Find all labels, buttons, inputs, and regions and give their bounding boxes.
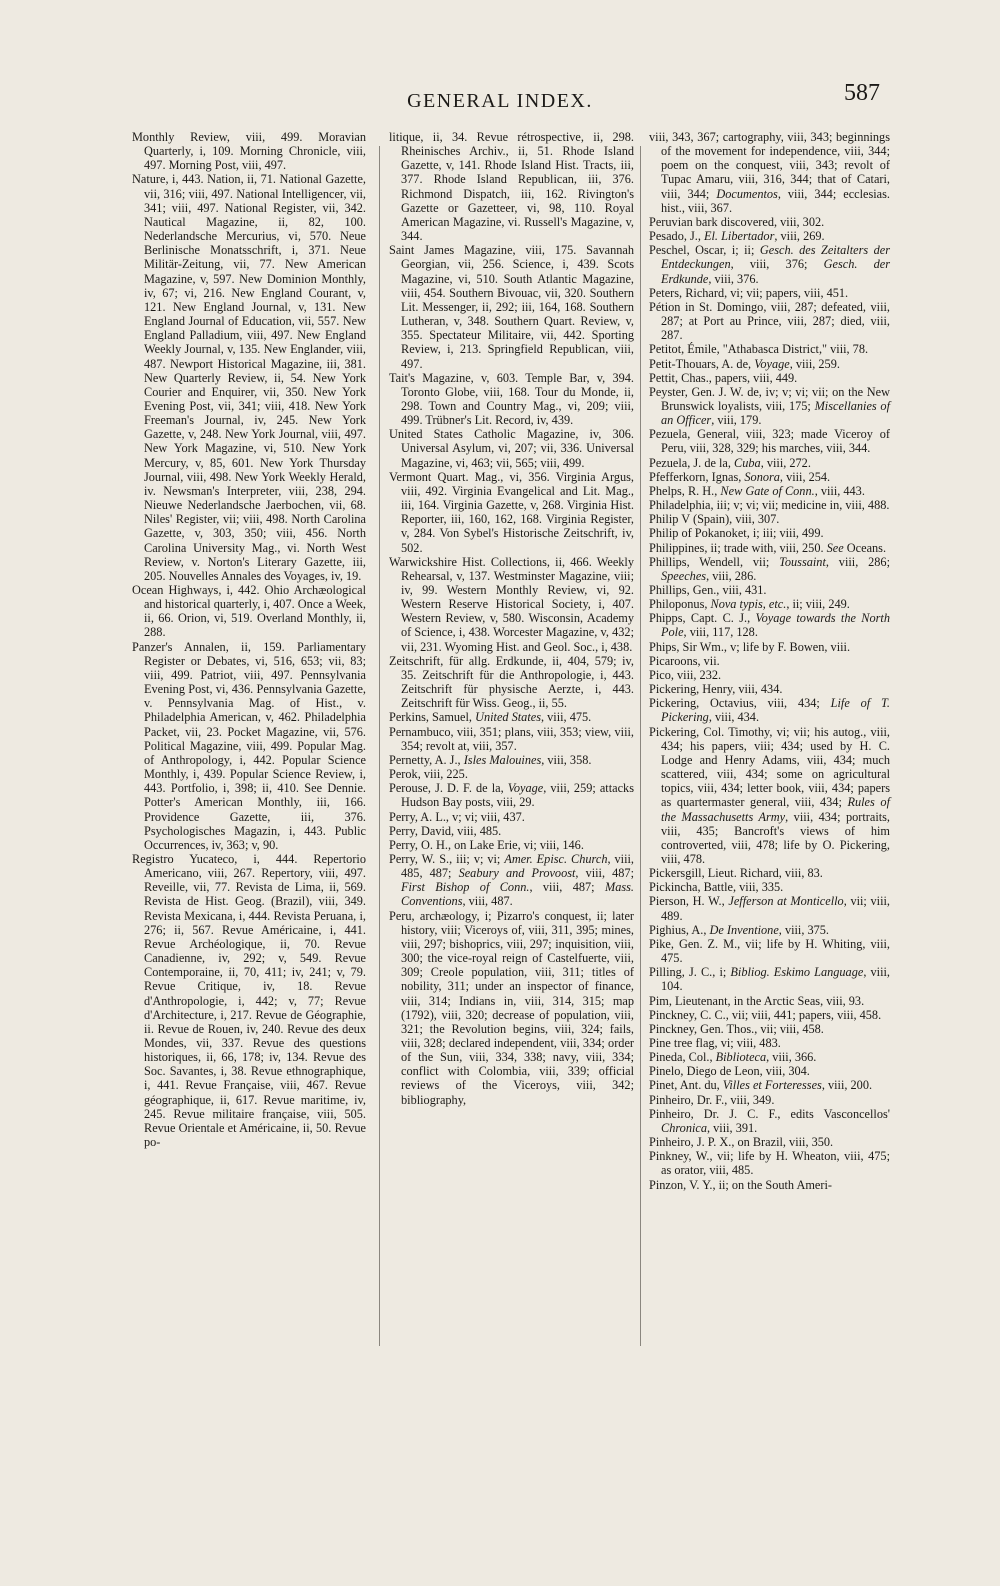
column-divider xyxy=(640,146,641,1346)
index-entry: Monthly Review, viii, 499. Moravian Quarterly, i, 109. Morning Chronicle, viii, 497. Morning Post, viii, 497. xyxy=(132,130,366,173)
index-entry: Pickering, Octavius, viii, 434; Life of T. Pickering, viii, 434. xyxy=(649,696,890,725)
index-entry: Pétion in St. Domingo, viii, 287; defeated, viii, 287; at Port au Prince, viii, 287; died, viii, 287. xyxy=(649,299,890,343)
index-entry: Pesado, J., El. Libertador, viii, 269. xyxy=(649,229,825,244)
index-entry: Pineda, Col., Biblioteca, viii, 366. xyxy=(649,1050,817,1065)
index-entry: litique, ii, 34. Revue rétrospective, ii, 298. Rheinisches Archiv., ii, 51. Rhode Island Gazette, v, 141. Rhode Island Hist. Tracts, iii, 377. Rhode Island Republican, iii, 376. Richmond Dispatch, iii, 162. Rivington's Gazette or Gazetteer, vi, 98, 110. Royal American Magazine, vi. Russell's Magazine, v, 344. xyxy=(389,130,634,244)
index-entry: Pinheiro, J. P. X., on Brazil, viii, 350. xyxy=(649,1135,834,1150)
index-entry: Pinelo, Diego de Leon, viii, 304. xyxy=(649,1064,810,1079)
index-entry: Pinckney, C. C., vii; viii, 441; papers, viii, 458. xyxy=(649,1007,882,1022)
index-entry: Pettit, Chas., papers, viii, 449. xyxy=(649,370,798,385)
index-entry: Zeitschrift, für allg. Erdkunde, ii, 404, 579; iv, 35. Zeitschrift für die Anthropologie, i, 443. Zeitschrift für physische Aerzte, i, 443. Zeitschrift für Wiss. Geog., ii, 55. xyxy=(389,653,634,711)
index-entry: Pine tree flag, vi; viii, 483. xyxy=(649,1036,781,1050)
index-entry: Perry, A. L., v; vi; viii, 437. xyxy=(389,809,525,824)
index-entry: Pike, Gen. Z. M., vii; life by H. Whiting, viii, 475. xyxy=(649,936,890,966)
index-entry: Pickersgill, Lieut. Richard, viii, 83. xyxy=(649,866,823,881)
index-entry: Pinzon, V. Y., ii; on the South Ameri- xyxy=(649,1177,832,1192)
index-entry: Pezuela, J. de la, Cuba, viii, 272. xyxy=(649,455,811,470)
index-entry: Pierson, H. W., Jefferson at Monticello, vii; viii, 489. xyxy=(649,894,891,923)
index-entry: Perouse, J. D. F. de la, Voyage, viii, 259; attacks Hudson Bay posts, viii, 29. xyxy=(389,781,634,810)
index-entry: Picaroons, vii. xyxy=(649,653,720,668)
index-entry: Pickincha, Battle, viii, 335. xyxy=(649,880,784,895)
index-entry: Phillips, Wendell, vii; Toussaint, viii, 286; Speeches, viii, 286. xyxy=(649,554,890,583)
index-entry: viii, 343, 367; cartography, viii, 343; beginnings of the movement for independence, viii, 344; poem on the conquest, viii, 343; revolt of Tupac Amaru, viii, 316, 344; that of Catari, viii, 344; Documentos, viii, 344; ecclesias. hist., viii, 367. xyxy=(649,130,891,215)
index-entry: Pinkney, W., vii; life by H. Wheaton, viii, 475; as orator, viii, 485. xyxy=(649,1149,890,1178)
index-entry: Warwickshire Hist. Collections, ii, 466. Weekly Rehearsal, v, 137. Westminster Magazine, viii; iv, 99. Western Monthly Review, vi, 92. Western Reserve Historical Society, i, 407. Western Review, v, 580. Wisconsin, Academy of Science, i, 438. Worcester Magazine, v, 432; vii, 231. Wyoming Hist. and Geol. Soc., i, 438. xyxy=(389,554,634,654)
running-head-title: GENERAL INDEX. xyxy=(407,90,593,112)
index-entry: Philoponus, Nova typis, etc., ii; viii, 249. xyxy=(649,597,850,612)
index-entry: United States Catholic Magazine, iv, 306. Universal Asylum, vi, 207; vii, 336. Universal Magazine, vi, 463; vii, 565; viii, 499. xyxy=(389,427,634,470)
index-entry: Petitot, Émile, "Athabasca District," viii, 78. xyxy=(649,342,869,357)
index-entry: Perkins, Samuel, United States, viii, 475. xyxy=(389,710,592,725)
index-entry: Pico, viii, 232. xyxy=(649,667,722,682)
index-entry: Panzer's Annalen, ii, 159. Parliamentary Register or Debates, vi, 516, 653; vii, 83; viii, 499. Patriot, viii, 497. Pennsylvania Evening Post, vi, 436. Pennsylvania Gazette, v. Pennsylvania Mag. of Hist., v. Philadelphia American, v, 462. Philadelphia Packet, vii, 23. Pocket Magazine, vii, 576. Political Magazine, viii, 499. Popular Mag. of Anthropology, i, 442. Popular Science Monthly, i, 439. Popular Science Review, i, 443. Portfolio, i, 398; ii, 410. See Dennie. Potter's American Monthly, iii, 166. Providence Gazette, iii, 376. Psychologisches Magazin, i, 443. Public Occurrences, iv, 363; v, 90. xyxy=(132,639,366,852)
index-entry: Pinckney, Gen. Thos., vii; viii, 458. xyxy=(649,1021,824,1036)
index-entry: Pernambuco, viii, 351; plans, viii, 353; view, viii, 354; revolt at, viii, 357. xyxy=(389,724,634,753)
index-entry: Pickering, Col. Timothy, vi; vii; his autog., viii, 434; his papers, viii; 434; used by H. C. Lodge and Henry Adams, viii, 434; much scattered, viii, 434; some on agricultural topics, viii, 434; letter book, viii, 434; papers as quartermaster general, viii, 434; Rules of the Massachusetts Army, viii, 434; portraits, viii, 435; Bancroft's views of him controverted, viii, 478; life by O. Pickering, viii, 478. xyxy=(649,724,891,866)
index-entry: Phipps, Capt. C. J., Voyage towards the North Pole, viii, 117, 128. xyxy=(649,611,890,640)
index-entry: Phelps, R. H., New Gate of Conn., viii, 443. xyxy=(649,483,865,498)
index-column-2 xyxy=(389,130,634,1107)
index-entry: Tait's Magazine, v, 603. Temple Bar, v, 394. Toronto Globe, viii, 168. Tour du Monde, ii, 298. Town and Country Mag., vi, 209; viii, 499. Trübner's Lit. Record, iv, 439. xyxy=(389,370,634,428)
index-entry: Pfefferkorn, Ignas, Sonora, viii, 254. xyxy=(649,469,831,484)
index-entry: Vermont Quart. Mag., vi, 356. Virginia Argus, viii, 492. Virginia Evangelical and Lit. Mag., iii, 164. Virginia Gazette, v, 268. Virginia Hist. Reporter, iii, 160, 162, 168. Virginia Register, v, 284. Von Sybel's Historische Zeitschrift, iv, 502. xyxy=(389,469,634,555)
index-entry: Nature, i, 443. Nation, ii, 71. National Gazette, vii, 316; viii, 497. National Intelligencer, vii, 341; viii, 497. National Register, vii, 342. Nautical Magazine, ii, 82, 100. Nederlandsche Mercurius, vi, 570. Neue Berlinische Monatsschrift, i, 371. Neue Militär-Zeitung, vii, 77. New American Magazine, v, 597. New Dominion Monthly, iv, 67; vi, 216. New England Courant, v, 121. New England Journal, v, 131. New England Journal of Education, vii, 557. New England Palladium, viii, 497. New England Weekly Journal, v, 135. New Englander, viii, 487. Newport Historical Magazine, iii, 381. New Quarterly Review, ii, 54. New York Courier and Enquirer, vii, 350. New York Evening Post, vii, 341; viii, 418. New York Freeman's Journal, iv, 245. New York Gazette, v, 248. New York Journal, viii, 497. New York Magazine, vi, 510. New York Mercury, v, 85, 601. New York Thursday Journal, viii, 498. New York Weekly Herald, iv. Newsman's Interpreter, viii, 238, 294. Nieuwe Nederlandsche Jaerbochen, vii, 68. Niles' Register, vii; viii, 498. North Carolina Gazette, v, 303, 350; viii, 456. North Carolina University Mag., vi. North West Review, v. Norton's Literary Gazette, iii, 205. Nouvelles Annales des Voyages, iv, 19. xyxy=(132,172,366,583)
index-entry: Peschel, Oscar, i; ii; Gesch. des Zeitalters der Entdeckungen, viii, 376; Gesch. der Erdkunde, viii, 376. xyxy=(649,243,890,286)
index-entry: Pezuela, General, viii, 323; made Viceroy of Peru, viii, 328, 329; his marches, viii, 344. xyxy=(649,427,890,456)
index-entry: Peyster, Gen. J. W. de, iv; v; vi; vii; on the New Brunswick loyalists, viii, 175; Miscellanies of an Officer, viii, 179. xyxy=(649,384,890,428)
index-column-1 xyxy=(132,130,366,1149)
index-entry: Pinheiro, Dr. J. C. F., edits Vasconcellos' Chronica, viii, 391. xyxy=(649,1106,890,1135)
index-entry: Petit-Thouars, A. de, Voyage, viii, 259. xyxy=(649,356,840,371)
index-entry: Perry, David, viii, 485. xyxy=(389,823,502,838)
index-entry: Philadelphia, iii; v; vi; vii; medicine in, viii, 488. xyxy=(649,498,890,513)
index-entry: Pickering, Henry, viii, 434. xyxy=(649,682,783,697)
index-column-3 xyxy=(649,130,890,1192)
index-entry: Phillips, Gen., viii, 431. xyxy=(649,583,767,597)
index-entry: Pilling, J. C., i; Bibliog. Eskimo Language, viii, 104. xyxy=(649,965,890,994)
index-entry: Registro Yucateco, i, 444. Repertorio Americano, viii, 267. Repertory, viii, 497. Reveille, vii, 77. Revista de Lima, ii, 569. Revista de Hist. Geog. (Brazil), viii, 349. Revista Mexicana, i, 444. Revista Peruana, i, 276; ii, 567. Revue Américaine, i, 441. Revue Archéologique, ii, 70. Revue Canadienne, iv, 292; v, 549. Revue Contemporaine, ii, 70, 411; iv, 241; v, 79. Revue Critique, iv, 18. Revue d'Anthropologie, i, 442; v, 77; Revue d'Architecture, i, 217. Revue de Géographie, ii. Revue de Rouen, iv, 240. Revue des deux Mondes, vii, 337. Revue des questions historiques, ii, 66, 178; iv, 134. Revue des Soc. Savantes, i, 38. Revue ethnographique, i, 441. Revue Française, viii, 467. Revue géographique, ii, 617. Revue maritime, iv, 245. Revue militaire française, viii, 505. Revue Orientale et Américaine, ii, 50. Revue po- xyxy=(132,851,366,1150)
index-entry: Philip of Pokanoket, i; iii; viii, 499. xyxy=(649,526,824,541)
index-entry: Saint James Magazine, viii, 175. Savannah Georgian, vii, 256. Science, i, 439. Scots Magazine, vi, 510. South Atlantic Magazine, viii, 454. Southern Bivouac, vii, 320. Southern Lit. Messenger, ii, 292; iii, 164, 168. Southern Lutheran, v, 348. Southern Quart. Review, v, 355. Spectateur Militaire, vii, 442. Sporting Review, i, 213. Springfield Republican, viii, 497. xyxy=(389,243,634,371)
page-number: 587 xyxy=(844,80,880,106)
index-entry: Pinheiro, Dr. F., viii, 349. xyxy=(649,1092,775,1107)
index-entry: Philip V (Spain), viii, 307. xyxy=(649,512,780,527)
index-entry: Peters, Richard, vi; vii; papers, viii, 451. xyxy=(649,285,849,300)
index-entry: Ocean Highways, i, 442. Ohio Archæological and historical quarterly, i, 407. Once a Week, ii, 66. Orion, vi, 519. Overland Monthly, ii, 288. xyxy=(132,583,366,640)
index-entry: Peru, archæology, i; Pizarro's conquest, ii; later history, viii; Viceroys of, viii, 311, 395; mines, viii, 297; bishoprics, viii, 297; inquisition, viii, 300; the vice-royal reign of Castelfuerte, viii, 309; Creole population, viii, 311; titles of nobility, 311; under an inspector of finance, viii, 314; Indians in, viii, 314, 315; map (1792), viii, 320; decrease of population, viii, 321; the Revolution begins, viii, 324; fails, viii, 328; declared independent, viii, 334; order of the Sun, viii, 334, 338; navy, viii, 334; conflict with Colombia, viii, 339; official reviews of the Viceroys, viii, 342; bibliography, xyxy=(389,908,634,1107)
index-entry: Peruvian bark discovered, viii, 302. xyxy=(649,214,825,229)
column-divider xyxy=(379,146,380,1346)
index-entry: Perok, viii, 225. xyxy=(389,767,468,782)
index-entry: Phips, Sir Wm., v; life by F. Bowen, viii. xyxy=(649,639,851,654)
index-entry: Perry, W. S., iii; v; vi; Amer. Episc. Church, viii, 485, 487; Seabury and Provoost, viii, 487; First Bishop of Conn., viii, 487; Mass. Conventions, viii, 487. xyxy=(389,851,634,909)
index-entry: Pinet, Ant. du, Villes et Forteresses, viii, 200. xyxy=(649,1078,873,1093)
index-entry: Philippines, ii; trade with, viii, 250. See Oceans. xyxy=(649,540,887,555)
index-entry: Perry, O. H., on Lake Erie, vi; viii, 146. xyxy=(389,837,584,852)
index-entry: Pim, Lieutenant, in the Arctic Seas, viii, 93. xyxy=(649,993,865,1008)
index-entry: Pernetty, A. J., Isles Malouines, viii, 358. xyxy=(389,752,592,767)
index-entry: Pighius, A., De Inventione, viii, 375. xyxy=(649,922,830,937)
